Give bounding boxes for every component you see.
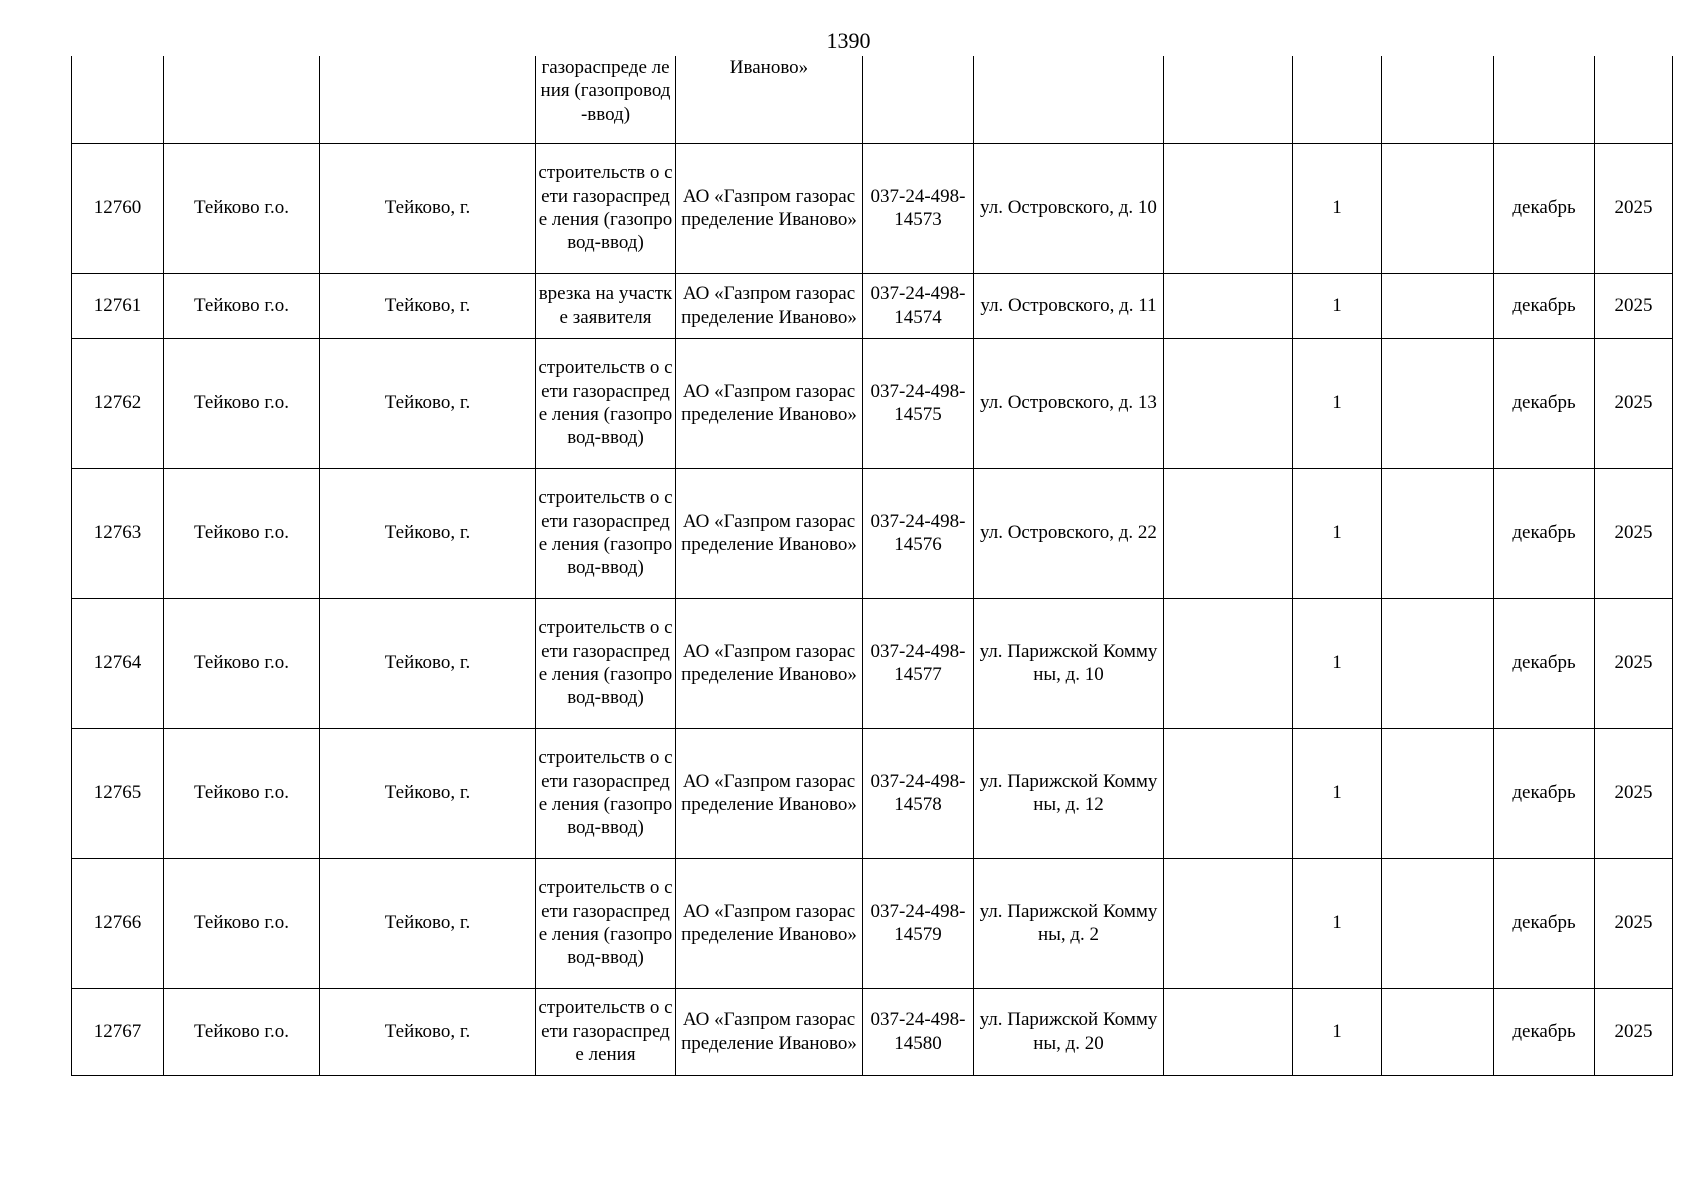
cell-application-code: 037-24-498-14574 <box>863 273 974 338</box>
cell-record-number: 12762 <box>72 338 164 468</box>
cell-work-type: газораспреде ления (газопровод-ввод) <box>536 56 676 143</box>
cell-month: декабрь <box>1494 728 1595 858</box>
cell-empty-column <box>1164 468 1293 598</box>
cell-address: ул. Парижской Коммуны, д. 2 <box>974 858 1164 988</box>
cell-year: 2025 <box>1595 468 1673 598</box>
cell-organization: АО «Газпром газораспределение Иваново» <box>676 598 863 728</box>
cell-quantity: 1 <box>1293 858 1382 988</box>
cell-application-code: 037-24-498-14578 <box>863 728 974 858</box>
table-row <box>72 338 1673 468</box>
cell-empty-column <box>1164 338 1293 468</box>
cell-district: Тейково г.о. <box>164 338 320 468</box>
cell-empty-column <box>1382 598 1494 728</box>
cell-empty-column <box>1382 468 1494 598</box>
cell-record-number: 12764 <box>72 598 164 728</box>
cell-empty-column <box>1382 728 1494 858</box>
cell-year: 2025 <box>1595 988 1673 1075</box>
cell-district <box>164 56 320 143</box>
cell-empty-column <box>1164 273 1293 338</box>
cell-application-code: 037-24-498-14575 <box>863 338 974 468</box>
cell-organization: АО «Газпром газораспределение Иваново» <box>676 143 863 273</box>
cell-month: декабрь <box>1494 858 1595 988</box>
cell-address: ул. Островского, д. 13 <box>974 338 1164 468</box>
cell-empty-column <box>1382 143 1494 273</box>
cell-empty-column <box>1164 56 1293 143</box>
cell-record-number: 12761 <box>72 273 164 338</box>
cell-empty-column <box>1382 988 1494 1075</box>
cell-quantity: 1 <box>1293 273 1382 338</box>
cell-application-code: 037-24-498-14580 <box>863 988 974 1075</box>
table-body <box>72 56 1673 1075</box>
cell-locality <box>320 56 536 143</box>
cell-year: 2025 <box>1595 273 1673 338</box>
cell-application-code: 037-24-498-14577 <box>863 598 974 728</box>
table-row <box>72 728 1673 858</box>
cell-month: декабрь <box>1494 598 1595 728</box>
cell-month: декабрь <box>1494 273 1595 338</box>
cell-month: декабрь <box>1494 988 1595 1075</box>
cell-work-type: строительств о сети газораспреде ления (газопровод-ввод) <box>536 143 676 273</box>
cell-work-type: строительств о сети газораспреде ления <box>536 988 676 1075</box>
cell-locality: Тейково, г. <box>320 273 536 338</box>
cell-district: Тейково г.о. <box>164 728 320 858</box>
cell-empty-column <box>1164 143 1293 273</box>
cell-work-type: врезка на участке заявителя <box>536 273 676 338</box>
cell-locality: Тейково, г. <box>320 143 536 273</box>
cell-month <box>1494 56 1595 143</box>
cell-empty-column <box>1164 858 1293 988</box>
cell-district: Тейково г.о. <box>164 273 320 338</box>
cell-application-code: 037-24-498-14576 <box>863 468 974 598</box>
table-row <box>72 858 1673 988</box>
cell-quantity: 1 <box>1293 338 1382 468</box>
cell-year: 2025 <box>1595 858 1673 988</box>
cell-address: ул. Парижской Коммуны, д. 10 <box>974 598 1164 728</box>
cell-quantity <box>1293 56 1382 143</box>
cell-locality: Тейково, г. <box>320 468 536 598</box>
cell-work-type: строительств о сети газораспреде ления (газопровод-ввод) <box>536 858 676 988</box>
cell-empty-column <box>1382 338 1494 468</box>
cell-work-type: строительств о сети газораспреде ления (газопровод-ввод) <box>536 598 676 728</box>
cell-organization: АО «Газпром газораспределение Иваново» <box>676 273 863 338</box>
cell-record-number: 12763 <box>72 468 164 598</box>
cell-locality: Тейково, г. <box>320 728 536 858</box>
cell-month: декабрь <box>1494 468 1595 598</box>
cell-address: ул. Парижской Коммуны, д. 20 <box>974 988 1164 1075</box>
cell-district: Тейково г.о. <box>164 143 320 273</box>
cell-year: 2025 <box>1595 338 1673 468</box>
table-row-continued <box>72 56 1673 143</box>
cell-district: Тейково г.о. <box>164 598 320 728</box>
cell-organization: АО «Газпром газораспределение Иваново» <box>676 338 863 468</box>
table-row <box>72 468 1673 598</box>
cell-district: Тейково г.о. <box>164 468 320 598</box>
cell-empty-column <box>1382 56 1494 143</box>
cell-application-code: 037-24-498-14579 <box>863 858 974 988</box>
cell-quantity: 1 <box>1293 728 1382 858</box>
cell-locality: Тейково, г. <box>320 338 536 468</box>
cell-application-code <box>863 56 974 143</box>
cell-organization: АО «Газпром газораспределение Иваново» <box>676 468 863 598</box>
cell-quantity: 1 <box>1293 598 1382 728</box>
cell-empty-column <box>1164 728 1293 858</box>
cell-record-number: 12765 <box>72 728 164 858</box>
cell-empty-column <box>1382 858 1494 988</box>
cell-locality: Тейково, г. <box>320 598 536 728</box>
registry-table <box>71 56 1673 1076</box>
cell-work-type: строительств о сети газораспреде ления (газопровод-ввод) <box>536 468 676 598</box>
cell-locality: Тейково, г. <box>320 858 536 988</box>
cell-year <box>1595 56 1673 143</box>
cell-month: декабрь <box>1494 338 1595 468</box>
cell-district: Тейково г.о. <box>164 858 320 988</box>
cell-locality: Тейково, г. <box>320 988 536 1075</box>
cell-organization: АО «Газпром газораспределение Иваново» <box>676 858 863 988</box>
cell-year: 2025 <box>1595 598 1673 728</box>
cell-address: ул. Парижской Коммуны, д. 12 <box>974 728 1164 858</box>
cell-work-type: строительств о сети газораспреде ления (газопровод-ввод) <box>536 338 676 468</box>
cell-quantity: 1 <box>1293 468 1382 598</box>
table-row <box>72 273 1673 338</box>
cell-record-number: 12767 <box>72 988 164 1075</box>
cell-work-type: строительств о сети газораспреде ления (газопровод-ввод) <box>536 728 676 858</box>
cell-application-code: 037-24-498-14573 <box>863 143 974 273</box>
table-row <box>72 988 1673 1075</box>
cell-address: ул. Островского, д. 10 <box>974 143 1164 273</box>
cell-organization: Иваново» <box>676 56 863 143</box>
cell-organization: АО «Газпром газораспределение Иваново» <box>676 728 863 858</box>
cell-empty-column <box>1382 273 1494 338</box>
cell-quantity: 1 <box>1293 143 1382 273</box>
cell-address: ул. Островского, д. 22 <box>974 468 1164 598</box>
cell-month: декабрь <box>1494 143 1595 273</box>
table-row <box>72 143 1673 273</box>
cell-empty-column <box>1164 988 1293 1075</box>
cell-record-number: 12760 <box>72 143 164 273</box>
cell-empty-column <box>1164 598 1293 728</box>
cell-quantity: 1 <box>1293 988 1382 1075</box>
cell-year: 2025 <box>1595 143 1673 273</box>
cell-record-number <box>72 56 164 143</box>
cell-year: 2025 <box>1595 728 1673 858</box>
table-row <box>72 598 1673 728</box>
cell-record-number: 12766 <box>72 858 164 988</box>
cell-address <box>974 56 1164 143</box>
cell-organization: АО «Газпром газораспределение Иваново» <box>676 988 863 1075</box>
cell-address: ул. Островского, д. 11 <box>974 273 1164 338</box>
cell-district: Тейково г.о. <box>164 988 320 1075</box>
page-number: 1390 <box>826 28 871 53</box>
